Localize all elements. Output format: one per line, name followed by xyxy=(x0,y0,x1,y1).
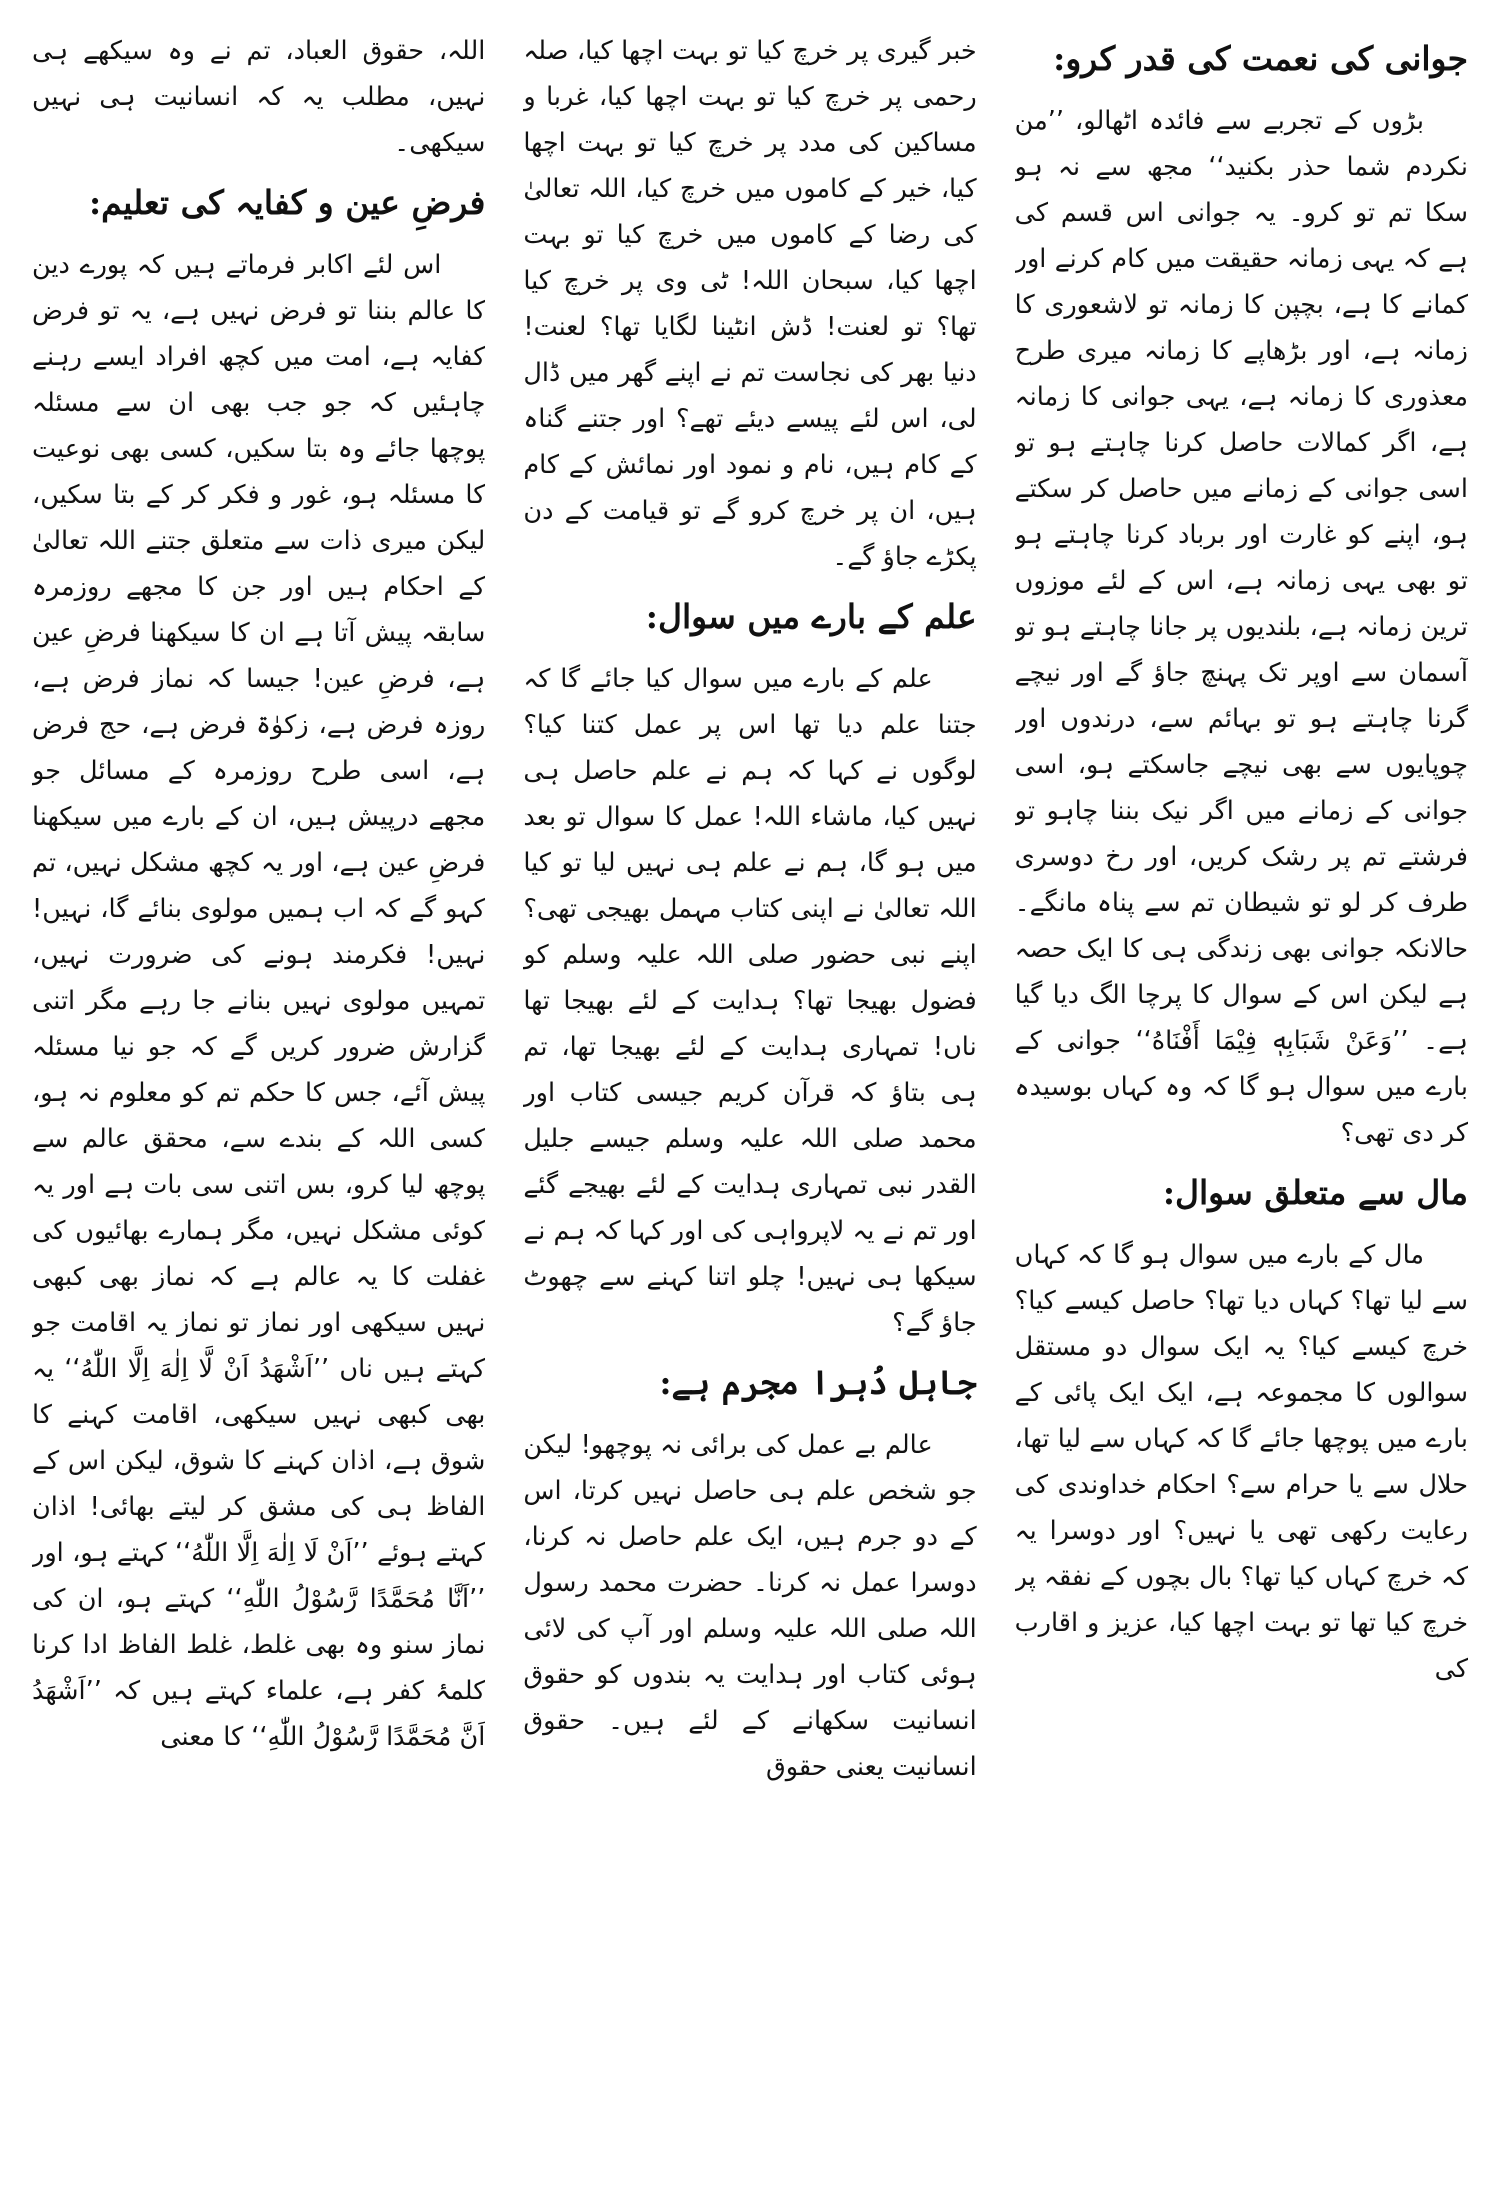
body-paragraph: عالم بے عمل کی برائی نہ پوچھو! لیکن جو شخص علم ہی حاصل نہیں کرتا، اس کے دو جرم ہیں، ایک علم حاصل نہ کرنا، دوسرا عمل نہ کرنا۔ حضرت محمد رسول اللہ صلی اللہ علیہ وسلم اور آپ کی لائی ہوئی کتاب اور ہدایت یہ بندوں کو حقوق انسانیت سکھانے کے لئے ہیں۔ حقوق انسانیت یعنی حقوق xyxy=(523,1430,977,1782)
column-1 xyxy=(1015,28,1468,2178)
section-heading: جوانی کی نعمت کی قدر کرو: xyxy=(1053,39,1468,78)
section-heading: جاہل دُہرا مجرم ہے: xyxy=(659,1363,977,1402)
section-heading: فرضِ عین و کفایہ کی تعلیم: xyxy=(88,183,486,222)
body-paragraph: بڑوں کے تجربے سے فائدہ اٹھالو، ’’من نکردم شما حذر بکنید‘‘ مجھ سے نہ ہو سکا تم تو کرو۔ یہ جوانی اس قسم کی ہے کہ یہی زمانہ حقیقت میں کام کرنے اور کمانے کا ہے، بچپن کا زمانہ تو لاشعوری کا زمانہ ہے، اور بڑھاپے کا زمانہ میری طرح معذوری کا زمانہ ہے، یہی جوانی کا زمانہ ہے، اگر کمالات حاصل کرنا چاہتے ہو تو اسی جوانی کے زمانے میں حاصل کر سکتے ہو، اپنے کو غارت اور برباد کرنا چاہتے ہو تو بھی یہی زمانہ ہے، اس کے لئے موزوں ترین زمانہ ہے، بلندیوں پر جانا چاہتے ہو تو آسمان سے اوپر تک پہنچ جاؤ گے اور نیچے گرنا چاہتے ہو تو بہائم سے، درندوں اور چوپایوں سے بھی نیچے جاسکتے ہو، اسی جوانی کے زمانے میں اگر نیک بننا چاہو تو فرشتے تم پر رشک کریں، اور رخ دوسری طرف کر لو تو شیطان تم سے پناہ مانگے۔ حالانکہ جوانی بھی زندگی ہی کا ایک حصہ ہے لیکن اس کے سوال کا پرچا الگ دیا گیا ہے۔ ’’وَعَنْ شَبَابِهٖ فِيْمَا أَفْنَاهُ‘‘ جوانی کے بارے میں سوال ہو گا کہ وہ کہاں بوسیدہ کر دی تھی؟ xyxy=(1014,106,1468,1148)
body-paragraph: علم کے بارے میں سوال کیا جائے گا کہ جتنا علم دیا تھا اس پر عمل کتنا کیا؟ لوگوں نے کہا کہ ہم نے علم حاصل ہی نہیں کیا، ماشاء اللہ! عمل کا سوال تو بعد میں ہو گا، ہم نے علم ہی نہیں لیا تو کیا اللہ تعالیٰ نے اپنی کتاب مہمل بھیجی تھی؟ اپنے نبی حضور صلی اللہ علیہ وسلم کو فضول بھیجا تھا؟ ہدایت کے لئے بھیجا تھا ناں! تمہاری ہدایت کے لئے بھیجا تھا، تم ہی بتاؤ کہ قرآن کریم جیسی کتاب اور محمد صلی اللہ علیہ وسلم جیسے جلیل القدر نبی تمہاری ہدایت کے لئے بھیجے گئے اور تم نے یہ لاپرواہی کی اور کہا کہ ہم نے سیکھا ہی نہیں! چلو اتنا کہنے سے چھوٹ جاؤ گے؟ xyxy=(523,664,977,1338)
section-heading: مال سے متعلق سوال: xyxy=(1162,1173,1468,1212)
column-2 xyxy=(523,28,976,2178)
column-3 xyxy=(32,28,485,2178)
body-paragraph: خبر گیری پر خرچ کیا تو بہت اچھا کیا، صلہ رحمی پر خرچ کیا تو بہت اچھا کیا، غربا و مساکین کی مدد پر خرچ کیا تو بہت اچھا کیا، خیر کے کاموں میں خرچ کیا، اللہ تعالیٰ کی رضا کے کاموں میں خرچ کیا تو بہت اچھا کیا، سبحان اللہ! ٹی وی پر خرچ کیا تھا؟ تو لعنت! ڈش انٹینا لگایا تھا؟ لعنت! دنیا بھر کی نجاست تم نے اپنے گھر میں ڈال لی، اس لئے پیسے دیئے تھے؟ اور جتنے گناہ کے کام ہیں، نام و نمود اور نمائش کے کام ہیں، ان پر خرچ کرو گے تو قیامت کے دن پکڑے جاؤ گے۔ xyxy=(523,36,977,572)
body-paragraph: مال کے بارے میں سوال ہو گا کہ کہاں سے لیا تھا؟ کہاں دیا تھا؟ حاصل کیسے کیا؟ خرچ کیسے کیا؟ یہ ایک سوال دو مستقل سوالوں کا مجموعہ ہے، ایک ایک پائی کے بارے میں پوچھا جائے گا کہ کہاں سے لیا تھا، حلال سے یا حرام سے؟ احکام خداوندی کی رعایت رکھی تھی یا نہیں؟ اور دوسرا یہ کہ خرچ کہاں کیا تھا؟ بال بچوں کے نفقہ پر خرچ کیا تھا تو بہت اچھا کیا، عزیز و اقارب کی xyxy=(1014,1240,1468,1684)
body-paragraph: اس لئے اکابر فرماتے ہیں کہ پورے دین کا عالم بننا تو فرض نہیں ہے، یہ تو فرض کفایہ ہے، امت میں کچھ افراد ایسے رہنے چاہئیں کہ جو جب بھی ان سے مسئلہ پوچھا جائے وہ بتا سکیں، کسی بھی نوعیت کا مسئلہ ہو، غور و فکر کر کے بتا سکیں، لیکن میری ذات سے متعلق جتنے اللہ تعالیٰ کے احکام ہیں اور جن کا مجھے روزمرہ سابقہ پیش آتا ہے ان کا سیکھنا فرضِ عین ہے، فرضِ عین! جیسا کہ نماز فرض ہے، روزہ فرض ہے، زکوٰۃ فرض ہے، حج فرض ہے، اسی طرح روزمرہ کے مسائل جو مجھے درپیش ہیں، ان کے بارے میں سیکھنا فرضِ عین ہے، اور یہ کچھ مشکل نہیں، تم کہو گے کہ اب ہمیں مولوی بنائے گا، نہیں! نہیں! فکرمند ہونے کی ضرورت نہیں، تمہیں مولوی نہیں بنانے جا رہے مگر اتنی گزارش ضرور کریں گے کہ جو نیا مسئلہ پیش آئے، جس کا حکم تم کو معلوم نہ ہو، کسی اللہ کے بندے سے، محقق عالم سے پوچھ لیا کرو، بس اتنی سی بات ہے اور یہ کوئی مشکل نہیں، مگر ہمارے بھائیوں کی غفلت کا یہ عالم ہے کہ نماز بھی کبھی نہیں سیکھی اور نماز تو نماز یہ اقامت جو کہتے ہیں ناں ’’اَشْهَدُ اَنْ لَّا اِلٰهَ اِلَّا اللّٰهُ‘‘ یہ بھی کبھی نہیں سیکھی، اقامت کہنے کا شوق ہے، اذان کہنے کا شوق، لیکن اس کے الفاظ ہی کی مشق کر لیتے بھائی! اذان کہتے ہوئے ’’اَنْ لَا اِلٰهَ اِلَّا اللّٰهُ‘‘ کہتے ہو، اور ’’اَنَّا مُحَمَّدًا رَّسُوْلُ اللّٰهِ‘‘ کہتے ہو، ان کی نماز سنو وہ بھی غلط، غلط الفاظ ادا کرنا کلمۂ کفر ہے، علماء کہتے ہیں کہ ’’اَشْهَدُ اَنَّ مُحَمَّدًا رَّسُوْلُ اللّٰهِ‘‘ کا معنی xyxy=(32,250,486,1752)
section-heading: علم کے بارے میں سوال: xyxy=(645,597,977,636)
body-paragraph: اللہ، حقوق العباد، تم نے وہ سیکھے ہی نہیں، مطلب یہ کہ انسانیت ہی نہیں سیکھی۔ xyxy=(32,36,486,158)
